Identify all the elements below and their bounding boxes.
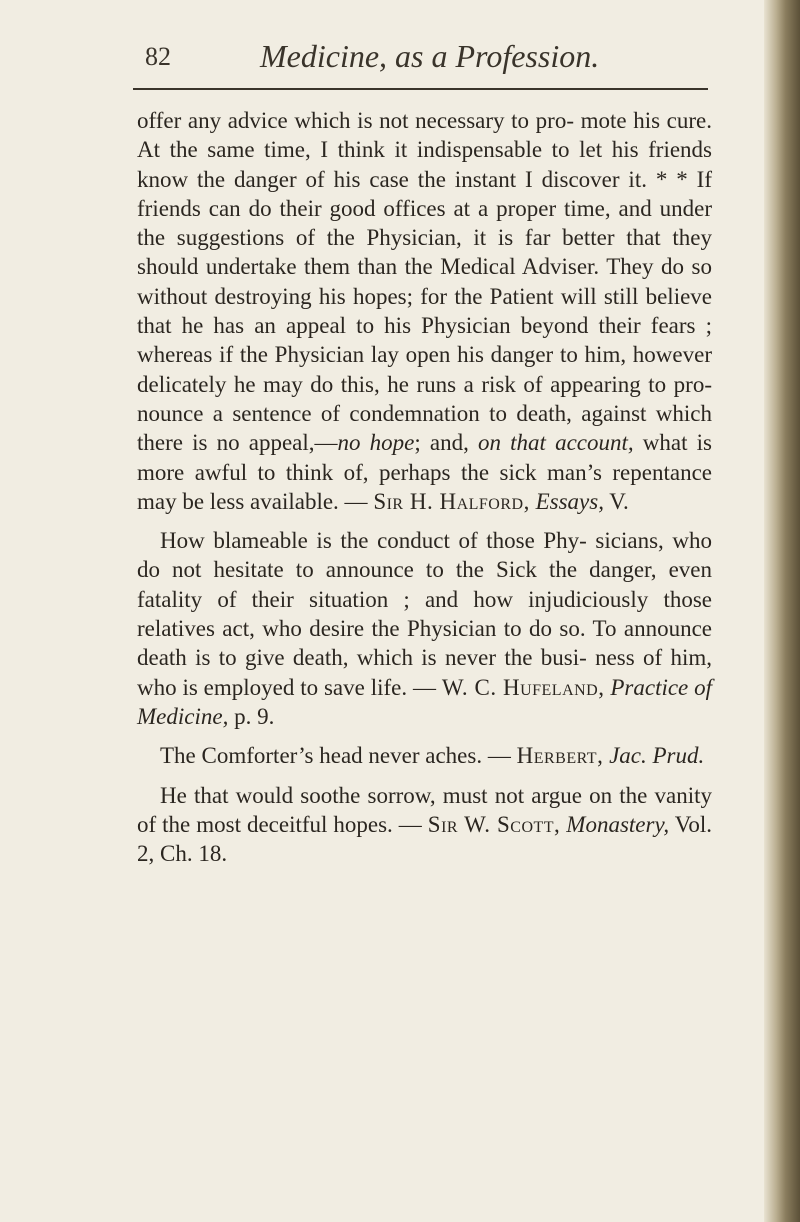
header-rule: [133, 88, 708, 90]
emphasis: no hope: [337, 430, 415, 456]
text-run: offer any advice which is not necessary to pro- mote his cure. At the same time, I think it indispensable to let his friends know the danger of his case the instant I discover it. * * If friends can do their good offices at a proper time, and under the suggestions of the Physician, it is far better that they should undertake them than the Medical Adviser. They do so without destroying his hopes; for the Patient will still believe that he has an appeal to his Physician beyond their fears ; whereas if the Physician lay open his danger to him, however delicately he may do this, he runs a risk of appearing to pro- nounce a sentence of condemnation to death, against which there is no appeal,—: [137, 108, 712, 456]
text-run: p. 9.: [228, 703, 275, 729]
citation-work: Monastery,: [566, 811, 670, 837]
body-text: [137, 106, 712, 868]
running-header: [145, 38, 715, 82]
paragraph-hufeland: [137, 526, 712, 731]
citation-work: Practice of Medicine,: [137, 674, 713, 729]
text-run: How blameable is the conduct of those Phy- sicians, who do not hesitate to announce to the Sick the danger, even fatality of their situation ; and how injudiciously those relatives act, who desire the Physician to do so. To announce death is to give death, which is never the busi- ness of him, who is employed to save life. —: [137, 528, 712, 700]
citation-author: Sir W. Scott,: [427, 811, 561, 837]
page-number: 82: [145, 42, 171, 71]
citation-work: Essays,: [535, 488, 604, 514]
page-edge: [764, 0, 800, 1222]
citation-work: Jac. Prud.: [609, 743, 705, 769]
text-run: Vol. 2, Ch. 18.: [137, 811, 713, 867]
text-run: V.: [603, 488, 629, 514]
paragraph-scott: [137, 781, 712, 869]
citation-author: Herbert,: [516, 743, 604, 769]
citation-author: Sir H. Halford,: [373, 488, 530, 514]
text-run: what is more awful to think of, perhaps the sick man’s repentance may be less available. —: [137, 430, 712, 514]
text-run: ; and,: [414, 430, 479, 456]
text-run: He that would soothe sorrow, must not argue on the vanity of the most deceitful hopes. —: [137, 782, 712, 837]
emphasis: on that account,: [478, 430, 634, 456]
paragraph-halford: [137, 106, 712, 516]
running-title: Medicine, as a Profession.: [260, 38, 600, 74]
text-run: The Comforter’s head never aches. —: [160, 743, 517, 769]
citation-author: W. C. Hufeland,: [441, 674, 605, 700]
paragraph-herbert: [137, 741, 712, 770]
